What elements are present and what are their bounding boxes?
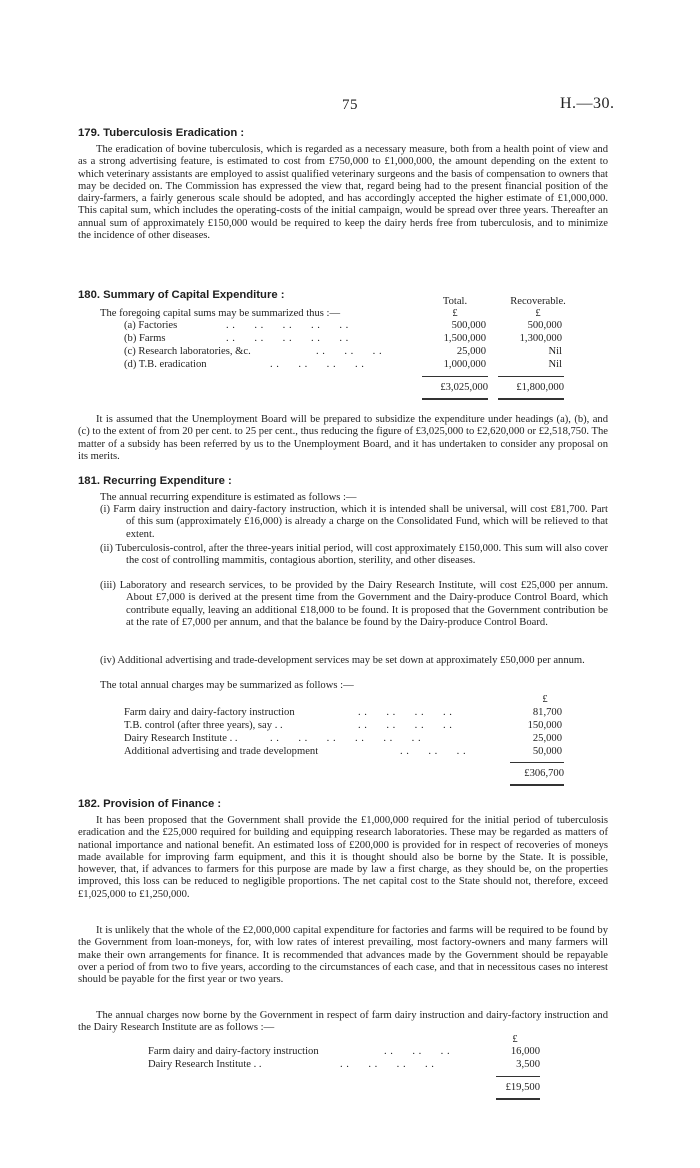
recurring-row-amount: 81,700 [532, 707, 562, 718]
section-180-title: 180. Summary of Capital Expenditure : [78, 289, 285, 301]
leader-dots: . . . . . . [316, 346, 383, 357]
capital-row-total: 1,000,000 [443, 359, 486, 370]
leader-dots: . . . . . . . . . . . . [270, 733, 422, 744]
column-header-total: Total. [442, 296, 468, 307]
capital-sum-total: £3,025,000 [440, 382, 488, 393]
double-rule [510, 784, 564, 786]
section-179-body: The eradication of bovine tuberculosis, which is regarded as a necessary measure, both from a health point of view and as a strong advertising feature, is estimated to cost from £750,000 to £1,000,000, the amount depending on the extent to which veterinary assistants are employed to assist qualified veterinary surgeons and the basis of compensation to owners that may be decided on. The Commission has expressed the view that, regard being had to the present financial position of the dairy-farmers, a fairly generous scale should be adopted, and has accordingly accepted the higher estimate of £1,000,000. This capital sum, which includes the operating-costs of the initial campaign, would be spread over three years. Thereafter an annual sum of approximately £150,000 would be required to keep the dairy herds free from tuberculosis, and to minimize the incidence of other diseases. [78, 144, 608, 242]
capital-summary-intro: The foregoing capital sums may be summarized thus :— [100, 308, 341, 319]
rule [498, 376, 564, 377]
capital-row-recoverable: 1,300,000 [519, 333, 562, 344]
recurring-sum: £306,700 [524, 768, 564, 779]
recurring-item-iv: (iv) Additional advertising and trade-development services may be set down at approximately £50,000 per annum. [100, 655, 585, 666]
recurring-row-label: Farm dairy and dairy-factory instruction [124, 707, 295, 718]
capital-sum-recoverable: £1,800,000 [516, 382, 564, 393]
double-rule [496, 1098, 540, 1100]
currency-symbol: £ [535, 308, 541, 319]
page-number: 75 [342, 97, 358, 113]
leader-dots: . . . . . . . . [340, 1059, 435, 1070]
leader-dots: . . . . . . [400, 746, 467, 757]
leader-dots: . . . . . . . . . . [226, 333, 349, 344]
recurring-summary-intro: The total annual charges may be summarized as follows :— [100, 680, 354, 691]
leader-dots: . . . . . . . . [358, 720, 453, 731]
rule [510, 762, 564, 763]
leader-dots: . . . . . . [384, 1046, 451, 1057]
document-code: H.—30. [560, 95, 615, 112]
recurring-row-label: Additional advertising and trade development [124, 746, 319, 757]
finance-row-amount: 16,000 [510, 1046, 540, 1057]
section-182-para-3: The annual charges now borne by the Government in respect of farm dairy instruction and dairy-factory instruction and the Dairy Research Institute are as follows :— [78, 1010, 608, 1034]
section-182-para-2: It is unlikely that the whole of the £2,000,000 capital expenditure for factories and farms will be required to be found by the Government from loan-moneys, for, with low rates of interest prevailing, most factory-owners and many farmers will make their own arrangements for finance. It is recommended that advances made by the Government should be repayable over a period of from two to five years, according to the circumstances of each case, and that in necessitous cases no interest should be payable for the first year or two years. [78, 925, 608, 986]
recurring-item-ii: (ii) Tuberculosis-control, after the three-years initial period, will cost approximately £150,000. This sum will also cover the cost of controlling mammitis, contagious abortion, sterility, and other diseases. [100, 543, 608, 567]
leader-dots: . . . . . . . . [270, 359, 365, 370]
currency-symbol: £ [512, 1034, 518, 1045]
section-181-title: 181. Recurring Expenditure : [78, 475, 232, 487]
finance-sum: £19,500 [505, 1082, 540, 1093]
capital-row-label: (b) Farms [124, 333, 166, 344]
capital-row-recoverable: Nil [548, 346, 562, 357]
recurring-item-i: (i) Farm dairy instruction and dairy-factory instruction, which it is intended shall be universal, will cost £81,700. Part of this sum (approximately £16,000) is already a charge on the Consolidated Fund, which will be relieved to that extent. [100, 504, 608, 540]
capital-row-recoverable: Nil [548, 359, 562, 370]
column-header-recoverable: Recoverable. [510, 296, 566, 307]
recurring-row-label: Dairy Research Institute . . [124, 733, 238, 744]
leader-dots: . . . . . . . . [358, 707, 453, 718]
finance-row-label: Farm dairy and dairy-factory instruction [148, 1046, 319, 1057]
capital-row-recoverable: 500,000 [527, 320, 562, 331]
rule [496, 1076, 540, 1077]
capital-row-total: 25,000 [456, 346, 486, 357]
currency-symbol: £ [542, 694, 548, 705]
currency-symbol: £ [452, 308, 458, 319]
section-182-title: 182. Provision of Finance : [78, 798, 222, 810]
recurring-row-amount: 25,000 [532, 733, 562, 744]
section-180-note: It is assumed that the Unemployment Board will be prepared to subsidize the expenditure under headings (a), (b), and (c) to the extent of from 20 per cent. to 25 per cent., thus reducing the figure of £3,025,000 to £2,620,000 or £2,518,750. The matter of a subsidy has been referred by us to the Unemployment Board, and it has undertaken to consider any proposal on its merits. [78, 414, 608, 462]
finance-row-amount: 3,500 [516, 1059, 540, 1070]
section-179-title: 179. Tuberculosis Eradication : [78, 127, 245, 139]
finance-row-label: Dairy Research Institute . . [148, 1059, 262, 1070]
recurring-row-amount: 50,000 [532, 746, 562, 757]
capital-row-total: 500,000 [451, 320, 486, 331]
section-182-para-1: It has been proposed that the Government shall provide the £1,000,000 required for the initial period of tuberculosis eradication and the £25,000 required for building and equipping research laboratories. These may be regarded as matters of national importance and national benefit. An estimated loss of £200,000 is provided for in respect of recoveries of moneys made available for improving farm equipment, and this it is thought should also be borne by the State. It is possible, however, that, if advances to farmers for this purpose are made by law a first charge, as they should be, on the properties improved, this loss can be reduced to negligible proportions. The net capital cost to the State should not, therefore, exceed £1,025,000 to £1,250,000. [78, 815, 608, 900]
rule [422, 376, 488, 377]
leader-dots: . . . . . . . . . . [226, 320, 349, 331]
capital-row-label: (a) Factories [124, 320, 178, 331]
capital-row-total: 1,500,000 [443, 333, 486, 344]
recurring-item-iii: (iii) Laboratory and research services, to be provided by the Dairy Research Institute, will cost £25,000 per annum. About £7,000 is derived at the present time from the Government and the Dairy-produce Control Board, which contribute equally, leaving an additional £18,000 to be found. It is proposed that the Government contribution be at the rate of £7,000 per annum, and that the balance be found by the Dairy-produce Control Board. [100, 580, 608, 628]
capital-row-label: (d) T.B. eradication [124, 359, 207, 370]
double-rule [422, 398, 488, 400]
double-rule [498, 398, 564, 400]
recurring-row-label: T.B. control (after three years), say . . [124, 720, 283, 731]
recurring-row-amount: 150,000 [527, 720, 562, 731]
capital-row-label: (c) Research laboratories, &c. [124, 346, 251, 357]
recurring-intro: The annual recurring expenditure is estimated as follows :— [100, 492, 357, 503]
